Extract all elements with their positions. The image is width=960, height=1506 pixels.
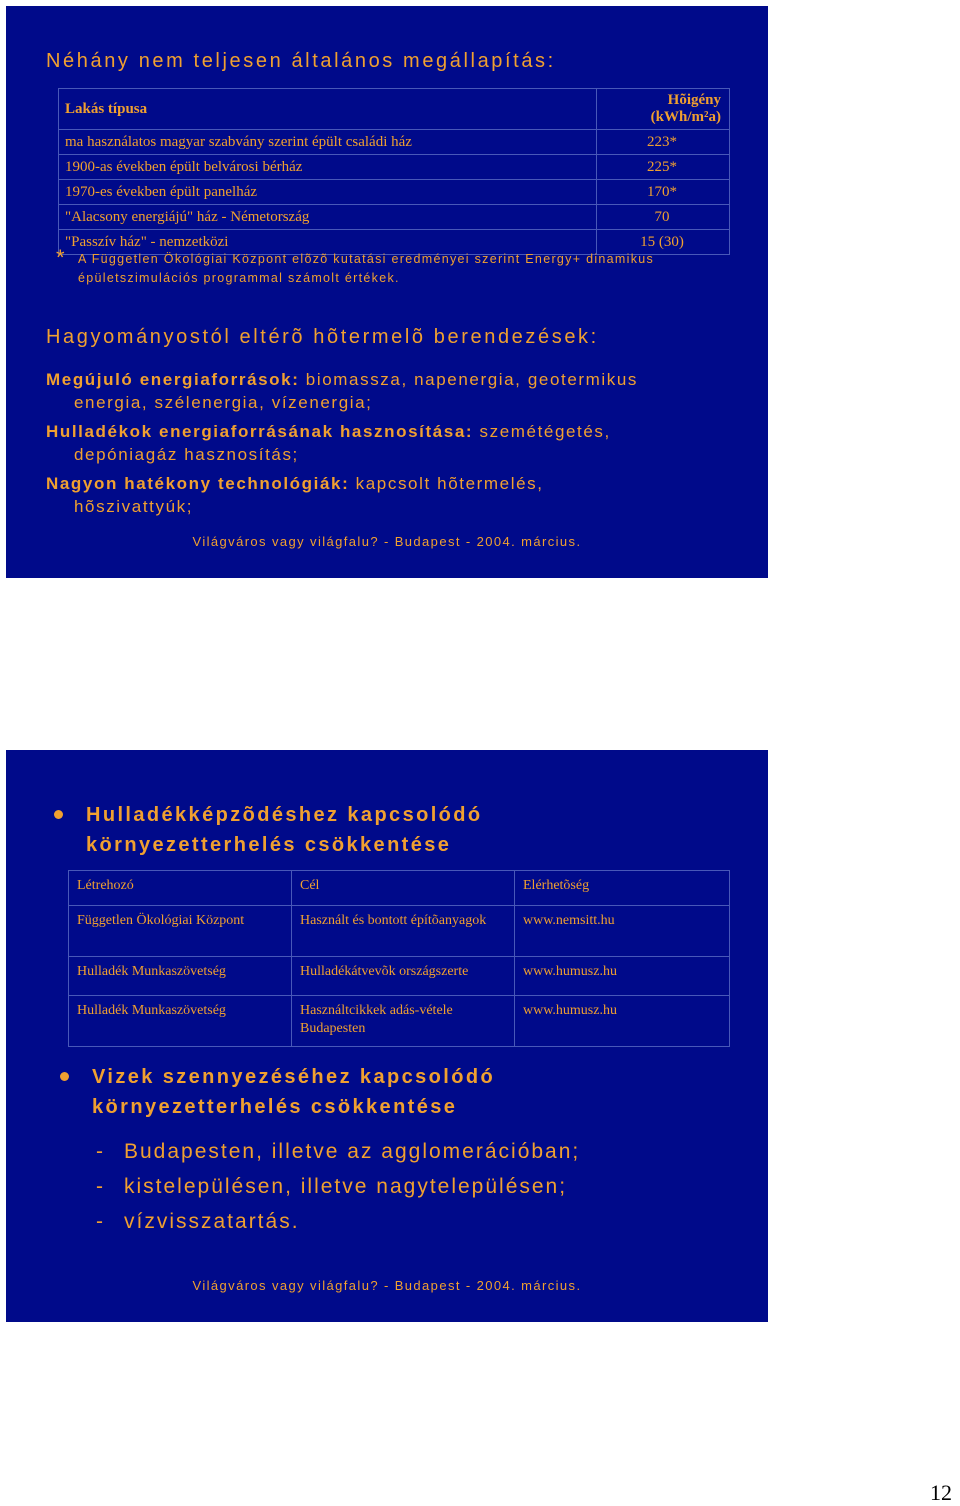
paragraph-continuation: depóniagáz hasznosítás; <box>74 445 299 464</box>
cell-creator: Független Ökológiai Központ <box>69 906 292 957</box>
bullet-line: környezetterhelés csökkentése <box>92 1096 458 1118</box>
footnote-star: * <box>56 245 66 270</box>
cell-value: 170* <box>597 180 730 205</box>
paragraph-efficient-tech <box>46 472 746 518</box>
table-header-row <box>69 871 730 906</box>
table-row <box>59 180 730 205</box>
header-heat-demand: Hõigény (kWh/m²a) <box>597 89 730 130</box>
cell-link[interactable]: www.humusz.hu <box>515 957 730 996</box>
dash-marker: - <box>96 1210 105 1233</box>
list-item-text: kistelepülésen, illetve nagytelepülésen; <box>124 1175 568 1198</box>
list-item <box>96 1169 580 1204</box>
slide-1 <box>6 6 768 578</box>
slide-1-title: Néhány nem teljesen általános megállapítás: <box>46 50 556 72</box>
cell-link[interactable]: www.humusz.hu <box>515 996 730 1047</box>
header-creator: Létrehozó <box>69 871 292 906</box>
bullet-dot <box>54 810 63 819</box>
page-number: 12 <box>930 1480 952 1505</box>
heat-demand-table <box>58 88 730 255</box>
cell-value: 70 <box>597 205 730 230</box>
cell-creator: Hulladék Munkaszövetség <box>69 996 292 1047</box>
slide-2 <box>6 750 768 1322</box>
table-row <box>59 130 730 155</box>
paragraph-rest: biomassza, napenergia, geotermikus <box>299 370 639 389</box>
paragraph-lead: Hulladékok energiaforrásának hasznosítása: <box>46 422 474 441</box>
paragraph-waste-energy <box>46 420 746 466</box>
list-item <box>96 1204 580 1239</box>
bullet-water <box>60 1062 495 1122</box>
cell-type: ma használatos magyar szabvány szerint épült családi ház <box>59 130 597 155</box>
cell-value: 223* <box>597 130 730 155</box>
table-row <box>69 906 730 957</box>
header-contact: Elérhetõség <box>515 871 730 906</box>
paragraph-rest: szemétégetés, <box>473 422 611 441</box>
slide-1-subtitle: Hagyományostól eltérõ hõtermelõ berendezések: <box>46 326 599 348</box>
table-row <box>69 996 730 1047</box>
dash-marker: - <box>96 1140 105 1163</box>
table-row <box>59 155 730 180</box>
table-header-row <box>59 89 730 130</box>
bullet-dot <box>60 1072 69 1081</box>
paragraph-lead: Megújuló energiaforrások: <box>46 370 300 389</box>
list-item-text: Budapesten, illetve az agglomerációban; <box>124 1140 581 1163</box>
header-goal: Cél <box>292 871 515 906</box>
dash-list <box>96 1134 580 1239</box>
cell-goal: Használt és bontott építõanyagok <box>292 906 515 957</box>
paragraph-continuation: hõszivattyúk; <box>74 497 194 516</box>
footnote-text: A Független Ökológiai Központ elõzõ kutatási eredményei szerint Energy+ dinamikus épületszimulációs programmal számolt értékek. <box>78 252 655 285</box>
cell-type: "Alacsony energiájú" ház - Németország <box>59 205 597 230</box>
bullet-line: Vizek szennyezéséhez kapcsolódó <box>92 1066 496 1088</box>
cell-value: 15 (30) <box>597 230 730 255</box>
table-row <box>69 957 730 996</box>
dash-marker: - <box>96 1175 105 1198</box>
paragraph-renewables <box>46 368 746 414</box>
bullet-waste <box>54 800 483 860</box>
list-item-text: vízvisszatartás. <box>124 1210 300 1233</box>
slide-2-footer: Világváros vagy világfalu? - Budapest - 2004. március. <box>192 1278 582 1293</box>
table-row <box>59 205 730 230</box>
cell-goal: Hulladékátvevõk országszerte <box>292 957 515 996</box>
slide-1-footer: Világváros vagy világfalu? - Budapest - 2004. március. <box>192 534 582 549</box>
list-item <box>96 1134 580 1169</box>
header-housing-type: Lakás típusa <box>59 89 597 130</box>
footnote <box>56 245 756 288</box>
cell-type: "Passzív ház" - nemzetközi <box>59 230 597 255</box>
organizations-table <box>68 870 730 1047</box>
cell-value: 225* <box>597 155 730 180</box>
cell-creator: Hulladék Munkaszövetség <box>69 957 292 996</box>
bullet-line: környezetterhelés csökkentése <box>86 834 452 856</box>
cell-goal: Használtcikkek adás-vétele Budapesten <box>292 996 515 1047</box>
bullet-line: Hulladékképzõdéshez kapcsolódó <box>86 804 483 826</box>
cell-type: 1900-as években épült belvárosi bérház <box>59 155 597 180</box>
paragraph-rest: kapcsolt hõtermelés, <box>349 474 544 493</box>
paragraph-continuation: energia, szélenergia, vízenergia; <box>74 393 373 412</box>
cell-type: 1970-es években épült panelház <box>59 180 597 205</box>
paragraph-lead: Nagyon hatékony technológiák: <box>46 474 350 493</box>
cell-link[interactable]: www.nemsitt.hu <box>515 906 730 957</box>
